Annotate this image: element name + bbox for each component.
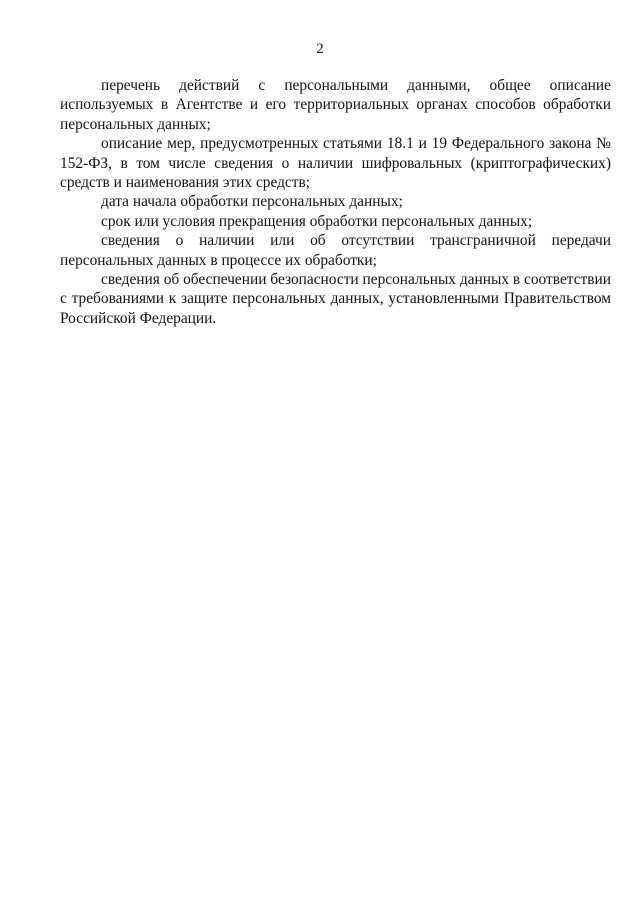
paragraph-data-security: сведения об обеспечении безопасности персональных данных в соответствии с требованиями к защите персональных данных, установленными Правительством Российской Федерации. xyxy=(60,271,611,327)
paragraph-processing-actions: перечень действий с персональными данными, общее описание используемых в Агентстве и его территориальных органах способов обработки персональных данных; xyxy=(60,77,611,133)
document-body xyxy=(60,76,611,328)
paragraph-processing-start-date: дата начала обработки персональных данных; xyxy=(101,193,403,211)
paragraph-processing-termination: срок или условия прекращения обработки персональных данных; xyxy=(101,212,533,230)
page-number: 2 xyxy=(316,41,324,57)
paragraph-security-measures: описание мер, предусмотренных статьями 18.1 и 19 Федерального закона № 152-ФЗ, в том числе сведения о наличии шифровальных (криптографических) средств и наименования этих средств; xyxy=(60,135,611,192)
paragraph-cross-border-transfer: сведения о наличии или об отсутствии трансграничной передачи персональных данных в процессе их обработки; xyxy=(60,232,611,269)
